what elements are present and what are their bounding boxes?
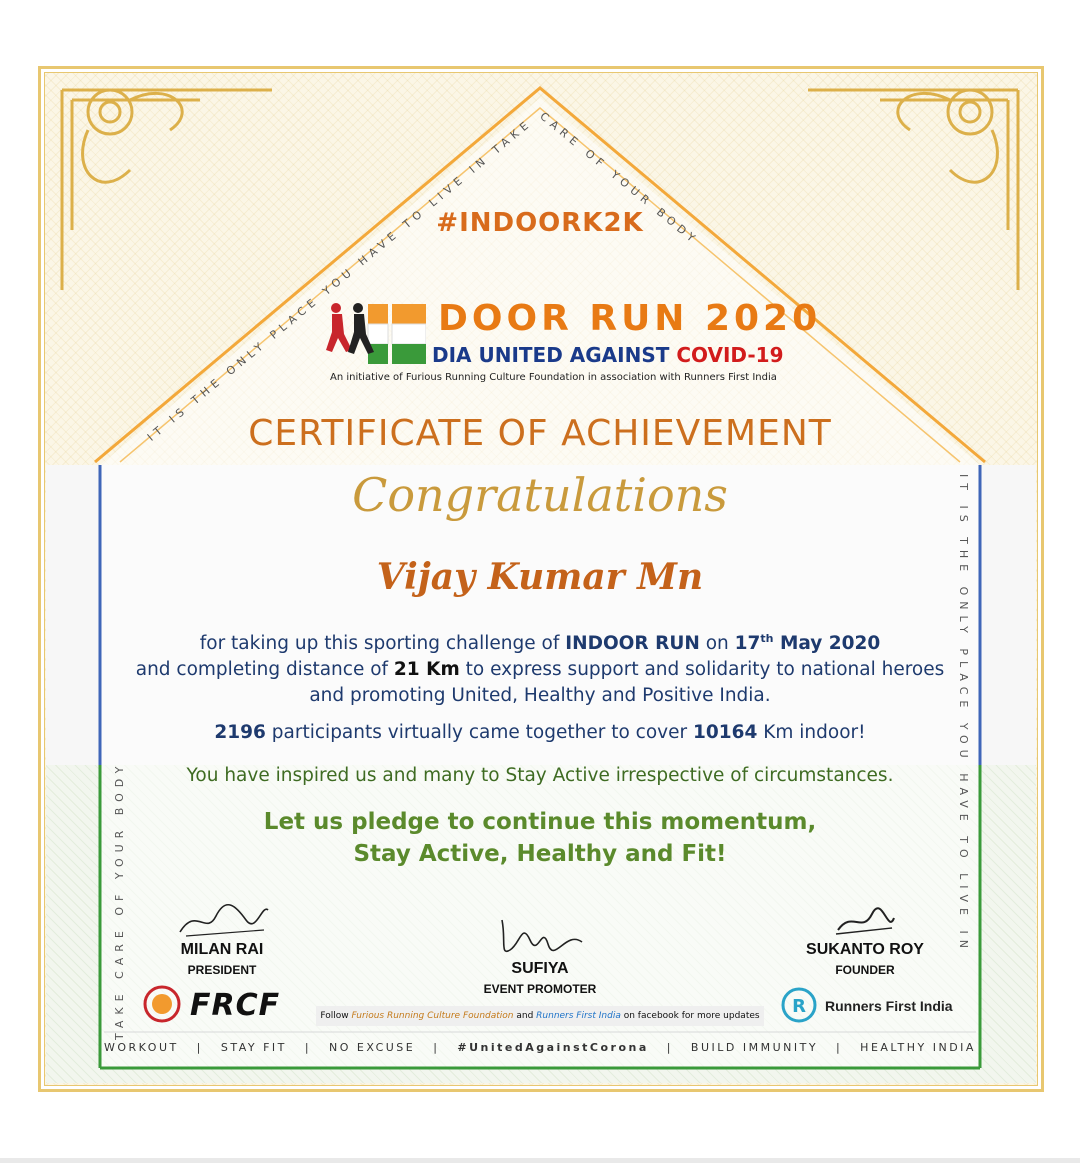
slogan-item: BUILD IMMUNITY: [690, 1041, 819, 1054]
slogan-item: NO EXCUSE: [329, 1041, 416, 1054]
svg-text:R: R: [792, 996, 806, 1017]
event-logo-subtitle: [432, 343, 784, 367]
roof-ribbon-text: IT IS THE ONLY PLACE YOU HAVE TO LIVE IN TAKE CARE OF YOUR BODY: [144, 109, 702, 444]
signatory-role-3: FOUNDER: [835, 963, 895, 977]
logo-sub-covid: COVID-19: [676, 343, 784, 367]
initiative-line: An initiative of Furious Running Culture Foundation in association with Runners First India: [330, 372, 777, 383]
follow-note: [316, 1006, 764, 1026]
distance-value: 21 Km: [393, 659, 460, 681]
slogan-separator: |: [304, 1041, 312, 1054]
event-hashtag: #INDOORK2K: [436, 208, 644, 238]
slogan-bar: [104, 1041, 976, 1061]
signature-sukanto-roy: [832, 904, 898, 940]
left-corner-ornament: [62, 90, 272, 290]
slogan-item: HEALTHY INDIA: [860, 1041, 976, 1054]
event-day-suffix: th: [760, 632, 774, 645]
line1-text-b: on: [699, 633, 735, 655]
line2-text-b: to express support and solidarity to national heroes: [459, 659, 945, 681]
signature-milan-rai: [176, 896, 272, 940]
logo-title-rest: DOOR RUN 2020: [438, 298, 822, 339]
line2-text-a: and completing distance of: [135, 659, 394, 681]
logo-sub-prefix: DIA UNITED AGAINST: [432, 343, 670, 367]
runners-first-india-icon: [780, 986, 818, 1024]
pledge-line-2: Stay Active, Healthy and Fit!: [353, 841, 727, 867]
certificate-title: CERTIFICATE OF ACHIEVEMENT: [248, 413, 832, 454]
line1-text-a: for taking up this sporting challenge of: [199, 633, 566, 655]
follow-rfi: Runners First India: [536, 1011, 621, 1021]
participants-count: 2196: [214, 722, 266, 743]
achievement-paragraph: [120, 626, 960, 709]
event-name: INDOOR RUN: [565, 633, 700, 655]
slogan-item: WORKOUT: [104, 1041, 179, 1054]
congratulations-script: Congratulations: [352, 468, 728, 522]
signature-sufiya: [496, 910, 588, 960]
total-km-text: Km indoor!: [757, 722, 866, 743]
participants-text: participants virtually came together to cover: [265, 722, 693, 743]
inspired-line: You have inspired us and many to Stay Active irrespective of circumstances.: [186, 765, 894, 786]
right-side-ribbon-text: IT IS THE ONLY PLACE YOU HAVE TO LIVE IN: [957, 474, 970, 954]
bottom-strip: [0, 1158, 1080, 1163]
signatory-name-3: SUKANTO ROY: [806, 941, 924, 958]
slogan-separator: |: [433, 1041, 440, 1054]
line3-text: and promoting United, Healthy and Positive India.: [309, 685, 771, 707]
event-logo-title: [430, 298, 821, 339]
event-day: 17: [734, 633, 761, 655]
pledge-line-1: Let us pledge to continue this momentum,: [263, 809, 817, 835]
runners-logo-icon: [322, 300, 426, 366]
signatory-role-2: EVENT PROMOTER: [483, 982, 597, 996]
follow-text-a: Follow: [320, 1011, 352, 1021]
recipient-name: Vijay Kumar Mn: [376, 556, 704, 598]
left-side-ribbon-text: TAKE CARE OF YOUR BODY: [113, 760, 126, 1040]
slogan-item: STAY FIT: [220, 1041, 287, 1054]
signatory-role-1: PRESIDENT: [187, 963, 257, 977]
right-corner-ornament: [808, 90, 1018, 290]
frcf-emblem-icon: [140, 984, 184, 1024]
signatory-name-2: SUFIYA: [511, 960, 569, 977]
follow-and: and: [513, 1011, 537, 1021]
signatory-name-1: MILAN RAI: [180, 941, 264, 958]
frcf-logo: FRCF: [190, 988, 281, 1023]
participants-line: [120, 720, 960, 746]
event-date: May 2020: [773, 633, 881, 655]
slogan-separator: |: [196, 1041, 203, 1054]
total-km: 10164: [693, 722, 758, 743]
pledge-text: [120, 806, 960, 870]
slogan-separator: |: [666, 1041, 673, 1054]
slogan-separator: |: [836, 1041, 843, 1054]
runners-first-india-logo: Runners First India: [825, 998, 953, 1014]
slogan-item: #UnitedAgainstCorona: [457, 1041, 649, 1054]
follow-text-b: on facebook for more updates: [620, 1011, 760, 1021]
follow-frcf: Furious Running Culture Foundation: [351, 1011, 514, 1021]
